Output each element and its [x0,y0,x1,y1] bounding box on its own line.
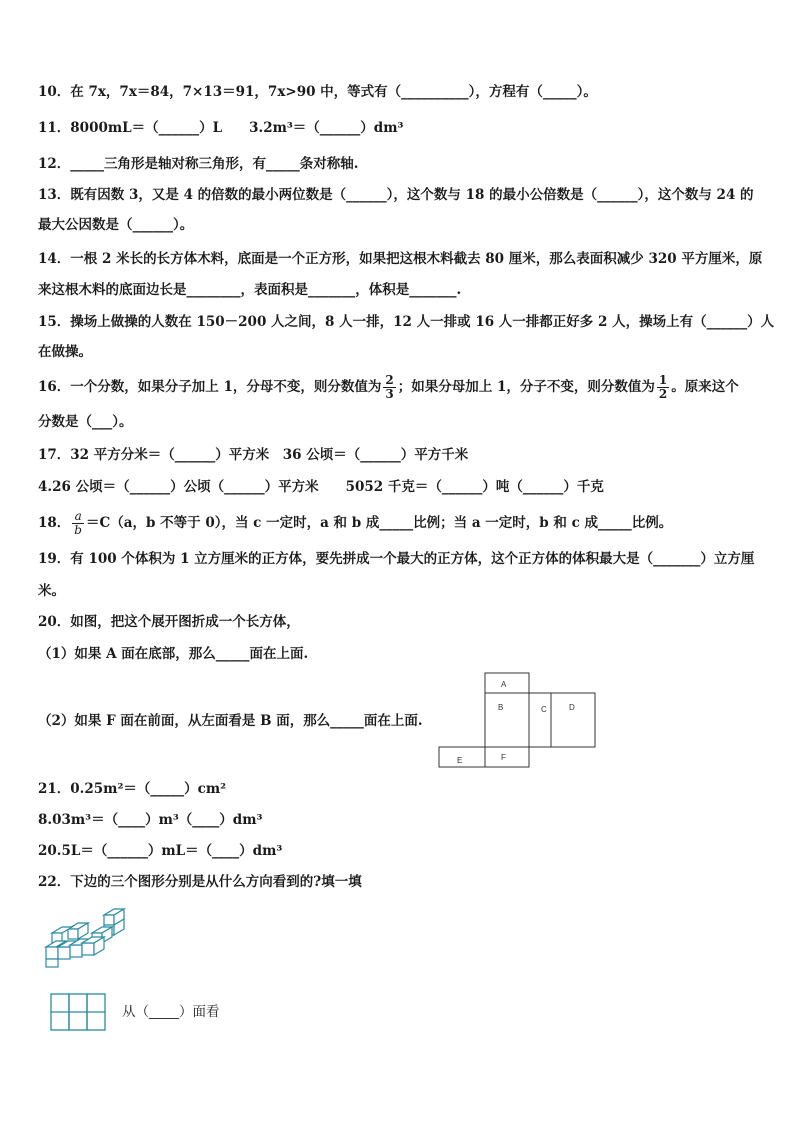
question-12: 12．_____三角形是轴对称三角形，有_____条对称轴. [38,156,359,172]
question-20-part1: （1）如果 A 面在底部，那么_____面在上面. [38,646,309,662]
question-19-line1: 19．有 100 个体积为 1 立方厘米的正方体，要先拼成一个最大的正方体，这个正方体的体积最大是（_______）立方厘 [38,551,755,567]
question-15-line2: 在做操。 [38,344,92,360]
question-10: 10．在 7x，7x＝84，7×13＝91，7x>90 中，等式有（__________），方程有（_____）。 [38,84,597,100]
question-20: 20．如图，把这个展开图折成一个长方体， [38,614,300,630]
question-13-line1: 13．既有因数 3，又是 4 的倍数的最小两位数是（______），这个数与 18 的最小公倍数是（______），这个数与 24 的 [38,187,754,203]
cuboid-net-diagram [437,672,607,772]
frac-denominator: b [74,523,82,537]
question-21-line1: 21．0.25m²＝（_____）cm² [38,781,227,797]
question-13-line2: 最大公因数是（______）。 [38,217,194,233]
net-face-a [485,673,529,693]
question-20-part2: （2）如果 F 面在前面，从左面看是 B 面，那么_____面在上面. [38,713,423,729]
q18-text: ＝C（a，b 不等于 0），当 c 一定时，a 和 b 成_____比例；当 a 一定时，b 和 c 成_____比例。 [85,515,673,531]
question-11: 11．8000mL＝（______）L 3.2m³＝（______）dm³ [38,120,404,136]
net-face-d [551,693,595,747]
question-14-line2: 来这根木料的底面边长是________，表面积是_______，体积是_______. [38,282,462,298]
question-16-line1 [38,370,739,404]
net-label-b: B [498,703,504,712]
question-17-line1: 17．32 平方分米＝（______）平方米 36 公顷＝（______）平方千米 [38,447,469,463]
question-19-line2: 米。 [38,583,65,599]
q16-text-3: 。原来这个 [671,379,739,395]
stacked-cubes-figure [42,907,132,969]
net-face-c [529,693,551,747]
net-label-e: E [457,756,463,765]
q16-fraction-one-half [657,374,669,401]
question-18 [38,506,672,540]
net-label-d: D [569,703,575,712]
q16-fraction-two-thirds [383,374,395,401]
net-label-c: C [541,705,547,714]
question-16-line2: 分数是（___）。 [38,414,133,430]
question-22-view-answer: 从（____）面看 [122,1004,220,1019]
question-17-line2: 4.26 公顷＝（______）公顷（______）平方米 5052 千克＝（______）吨（______）千克 [38,479,604,495]
question-21-line2: 8.03m³＝（____）m³（____）dm³ [38,812,263,828]
frac-numerator: 1 [658,373,668,387]
frac-numerator: 2 [385,373,394,387]
frac-numerator: a [72,510,84,524]
question-14-line1: 14．一根 2 米长的长方体木料，底面是一个正方形，如果把这根木料截去 80 厘米，那么表面积减少 320 平方厘米，原 [38,251,763,267]
question-21-line3: 20.5L＝（______）mL＝（____）dm³ [38,843,283,859]
frac-denominator: 3 [385,387,394,401]
net-label-f: F [501,753,506,762]
q18-fraction-a-over-b [72,510,84,537]
net-face-b [485,693,529,747]
view-grid-figure [50,992,112,1032]
q16-text-1: 16．一个分数，如果分子加上 1，分母不变，则分数值为 [38,379,382,395]
q18-prefix: 18． [38,515,71,531]
question-22: 22．下边的三个图形分别是从什么方向看到的?填一填 [38,874,362,890]
net-face-f [485,747,529,767]
net-label-a: A [501,680,507,689]
q16-text-2: ；如果分母加上 1，分子不变，则分数值为 [397,379,655,395]
frac-denominator: 2 [658,387,668,401]
question-15-line1: 15．操场上做操的人数在 150－200 人之间，8 人一排，12 人一排或 16 人一排都正好多 2 人，操场上有（______）人 [38,314,775,330]
